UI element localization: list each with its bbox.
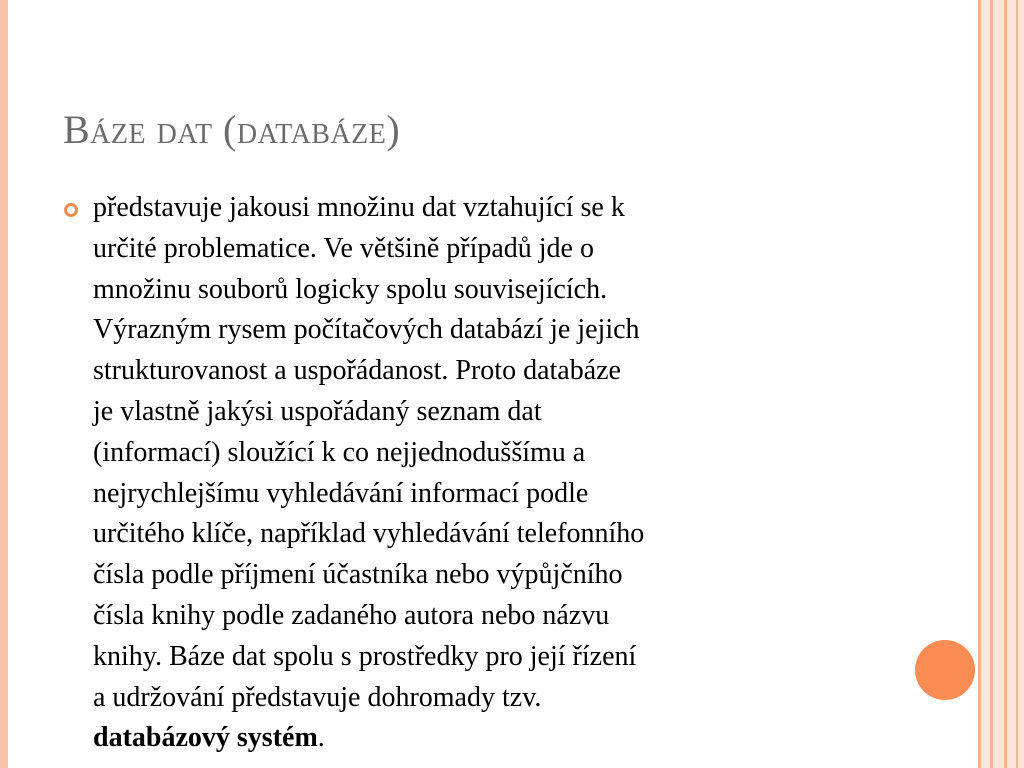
paragraph-line: a udržování představuje dohromady tzv. [93,681,542,713]
left-frame-border [0,0,8,768]
paragraph-line: čísla knihy podle zadaného autora nebo názvu [93,599,610,631]
paragraph-line: množinu souborů logicky spolu souvisejících. [93,273,608,305]
slide-title: Báze dat (databáze) [63,107,401,152]
paragraph-line: představuje jakousi množinu dat vztahující se k [93,192,625,223]
paragraph-line: Výrazným rysem počítačových databází je jejich [93,314,640,346]
right-frame-line [1016,0,1018,768]
paragraph-line: čísla podle příjmení účastníka nebo výpůjčního [93,559,623,591]
right-frame-line [978,0,981,768]
paragraph-line: nejrychlejšímu vyhledávání informací podle [93,477,589,509]
paragraph-line: určitého klíče, například vyhledávání telefonního [93,518,645,550]
bold-term: databázový systém [93,722,318,754]
bullet-paragraph [93,188,893,759]
paragraph-line: knihy. Báze dat spolu s prostředky pro její řízení [93,640,637,672]
paragraph-line: strukturovanost a uspořádanost. Proto databáze [93,355,621,387]
paragraph-last-line [93,718,893,759]
final-punctuation: . [317,722,325,754]
right-frame-line [1004,0,1007,768]
right-frame-line [990,0,993,768]
paragraph-line: je vlastně jakýsi uspořádaný seznam dat [93,395,542,427]
paragraph-line: (informací) sloužící k co nejjednoduššímu a [93,436,586,468]
bullet-icon [64,203,78,217]
paragraph-line: určité problematice. Ve většině případů jde o [93,232,594,264]
decorative-circle [915,640,975,700]
